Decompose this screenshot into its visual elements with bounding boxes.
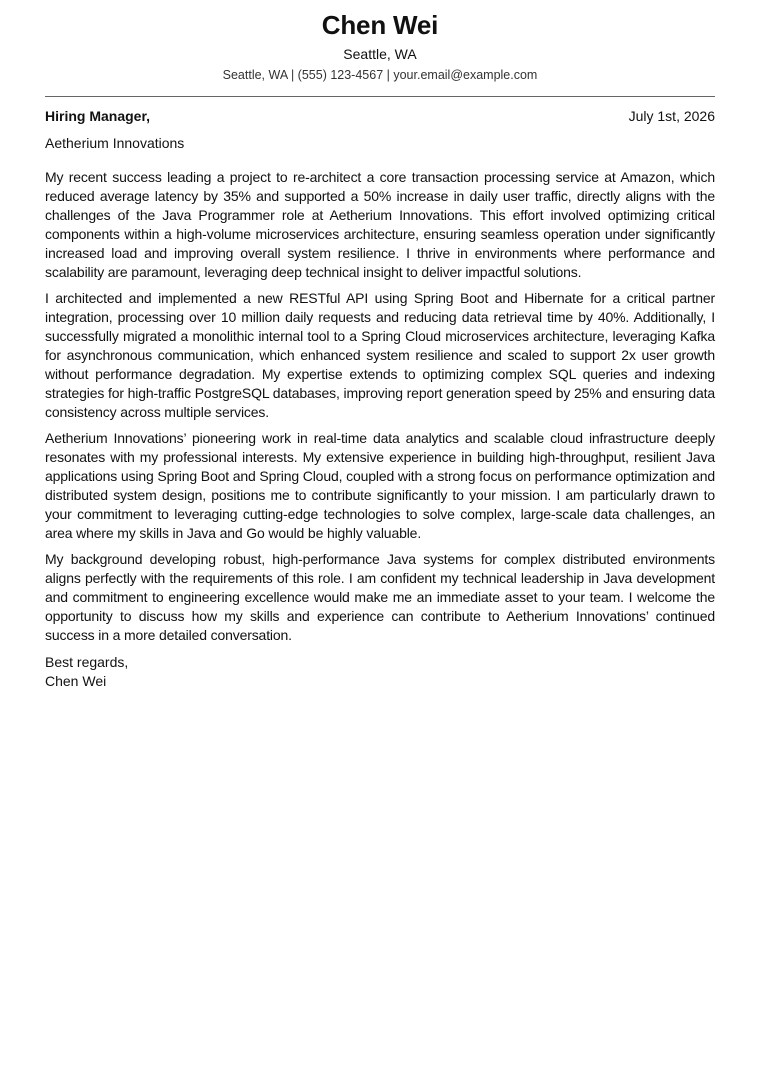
letter-date: July 1st, 2026 (628, 108, 715, 124)
header-divider (45, 96, 715, 97)
body-paragraph: I architected and implemented a new RESTful API using Spring Boot and Hibernate for a critical partner integration, processing over 10 million daily requests and reducing data retrieval time by 40%. Additionally, I successfully migrated a monolithic internal tool to a Spring Cloud microservices architecture, leveraging Kafka for asynchronous communication, which enhanced system resilience and scaled to support 2x user growth without performance degradation. My expertise extends to optimizing complex SQL queries and indexing strategies for high-traffic PostgreSQL databases, improving report generation speed by 25% and ensuring data consistency across multiple services. (45, 290, 715, 420)
applicant-location: Seattle, WA (343, 46, 417, 62)
recipient: Hiring Manager, (45, 108, 151, 124)
signature-name: Chen Wei (45, 673, 107, 689)
contact-line: Seattle, WA | (555) 123-4567 | your.email@example.com (222, 68, 538, 82)
body-paragraph: Aetherium Innovations’ pioneering work in real-time data analytics and scalable cloud infrastructure deeply resonates with my professional interests. My extensive experience in building high-throughput, resilient Java applications using Spring Boot and Spring Cloud, coupled with a strong focus on performance optimization and distributed system design, positions me to contribute significantly to your mission. I am particularly drawn to your commitment to leveraging cutting-edge technologies to solve complex, large-scale data challenges, an area where my skills in Java and Go would be highly valuable. (45, 430, 715, 541)
closing-phrase: Best regards, (45, 654, 129, 670)
cover-letter-page (0, 9, 760, 1084)
body-paragraph: My recent success leading a project to re-architect a core transaction processing service at Amazon, which reduced average latency by 35% and supported a 50% increase in daily user traffic, directly aligns with the challenges of the Java Programmer role at Aetherium Innovations. This effort involved optimizing critical components within a high-volume microservices architecture, ensuring seamless operation under significantly increased load and improving overall system resilience. I thrive in environments where performance and scalability are paramount, leveraging deep technical insight to deliver impactful solutions. (45, 169, 715, 280)
letter-body (45, 168, 715, 645)
recipient-date-row (45, 107, 715, 125)
company-name: Aetherium Innovations (45, 135, 185, 151)
body-paragraph: My background developing robust, high-performance Java systems for complex distributed environments aligns perfectly with the requirements of this role. I am confident my technical leadership in Java development and commitment to engineering excellence would make me an immediate asset to your team. I welcome the opportunity to discuss how my skills and experience can contribute to Aetherium Innovations’ continued success in a more detailed conversation. (45, 551, 715, 643)
closing-block (45, 653, 715, 691)
applicant-name: Chen Wei (321, 10, 439, 40)
